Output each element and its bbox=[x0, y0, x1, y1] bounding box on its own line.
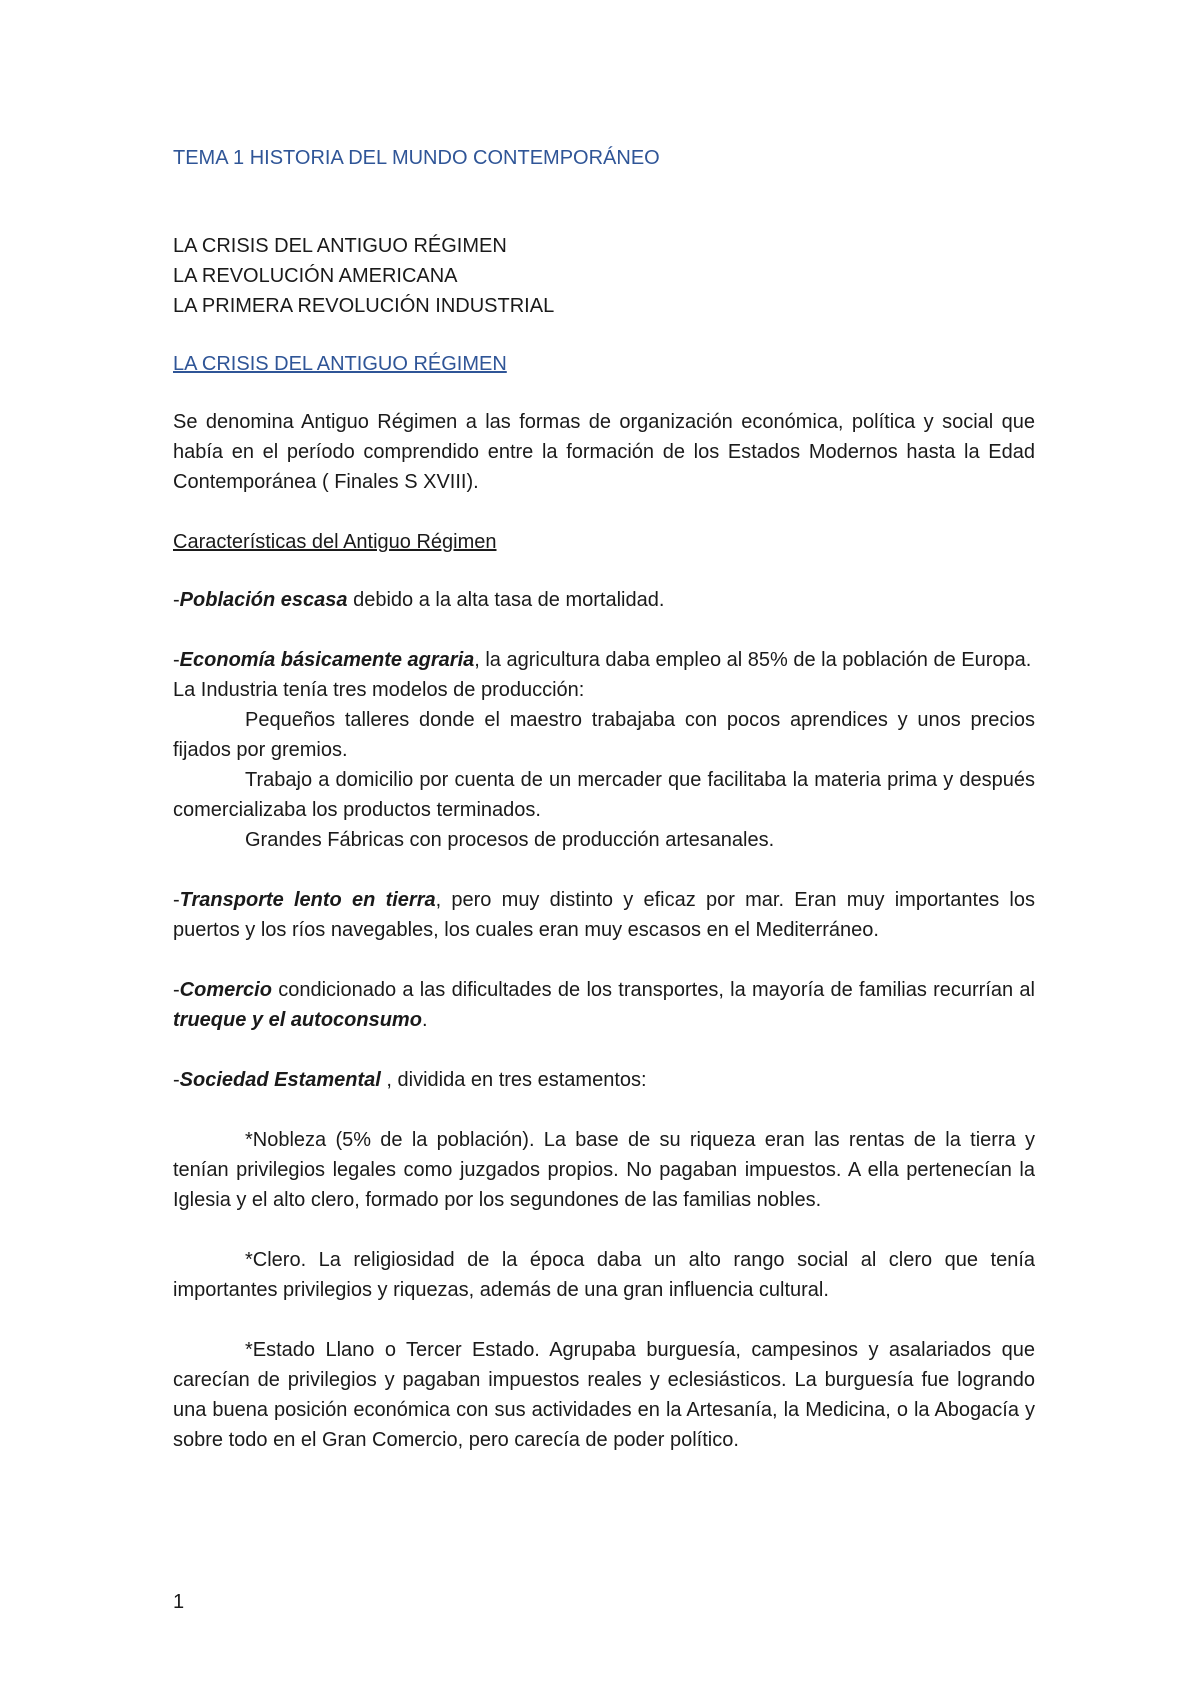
comercio-paragraph bbox=[173, 975, 1035, 1035]
dash: - bbox=[173, 979, 180, 1001]
comercio-term: Comercio bbox=[179, 979, 272, 1001]
topic-item: LA REVOLUCIÓN AMERICANA bbox=[173, 265, 458, 287]
topic-item: LA PRIMERA REVOLUCIÓN INDUSTRIAL bbox=[173, 295, 555, 317]
comercio-text: condicionado a las dificultades de los transportes, la mayoría de familias recurrían al bbox=[271, 979, 1035, 1001]
estamento-estado-llano: *Estado Llano o Tercer Estado. Agrupaba burguesía, campesinos y asalariados que carecían de privilegios y pagaban impuestos reales y eclesiásticos. La burguesía fue logrando una buena posición económica con sus actividades en la Artesanía, la Medicina, o la Abogacía y sobre todo en el Gran Comercio, pero carecía de poder político. bbox=[173, 1339, 1035, 1451]
poblacion-text: debido a la alta tasa de mortalidad. bbox=[347, 589, 665, 611]
estamento-clero: *Clero. La religiosidad de la época daba un alto rango social al clero que tenía importantes privilegios y riquezas, además de una gran influencia cultural. bbox=[173, 1249, 1035, 1301]
economia-term: Economía básicamente agraria bbox=[179, 649, 475, 671]
page-number: 1 bbox=[173, 1591, 185, 1613]
economia-text: , la agricultura daba empleo al 85% de la población de Europa. bbox=[474, 649, 1032, 671]
topics-list bbox=[173, 231, 1035, 321]
dash: - bbox=[173, 889, 180, 911]
dash: - bbox=[173, 649, 180, 671]
industria-model: Grandes Fábricas con procesos de producción artesanales. bbox=[245, 829, 775, 851]
transporte-term: Transporte lento en tierra bbox=[179, 889, 436, 911]
document-title: TEMA 1 HISTORIA DEL MUNDO CONTEMPORÁNEO bbox=[173, 147, 660, 169]
industria-model: Pequeños talleres donde el maestro trabajaba con pocos aprendices y unos precios fijados por gremios. bbox=[173, 709, 1035, 761]
sociedad-text: , dividida en tres estamentos: bbox=[380, 1069, 647, 1091]
section-heading: LA CRISIS DEL ANTIGUO RÉGIMEN bbox=[173, 353, 507, 375]
industria-intro: La Industria tenía tres modelos de producción: bbox=[173, 679, 585, 701]
intro-paragraph: Se denomina Antiguo Régimen a las formas de organización económica, política y social que había en el período comprendido entre la formación de los Estados Modernos hasta la Edad Contemporánea ( Finales S XVIII). bbox=[173, 411, 1035, 493]
industria-model: Trabajo a domicilio por cuenta de un mercader que facilitaba la materia prima y después comercializaba los productos terminados. bbox=[173, 769, 1035, 821]
poblacion-paragraph bbox=[173, 585, 1035, 615]
transporte-paragraph bbox=[173, 885, 1035, 945]
dash: - bbox=[173, 589, 180, 611]
transporte-text: , pero muy distinto y eficaz por mar. Eran muy importantes los puertos y los ríos navegables, los cuales eran muy escasos en el Mediterráneo. bbox=[173, 889, 1035, 941]
poblacion-term: Población escasa bbox=[179, 589, 348, 611]
comercio-term2: trueque y el autoconsumo bbox=[173, 1009, 422, 1031]
document-body bbox=[173, 143, 1035, 1455]
dash: - bbox=[173, 1069, 180, 1091]
topic-item: LA CRISIS DEL ANTIGUO RÉGIMEN bbox=[173, 235, 507, 257]
characteristics-heading: Características del Antiguo Régimen bbox=[173, 531, 497, 553]
sociedad-paragraph bbox=[173, 1065, 1035, 1095]
comercio-end: . bbox=[421, 1009, 428, 1031]
sociedad-term: Sociedad Estamental bbox=[179, 1069, 381, 1091]
estamento-nobleza: *Nobleza (5% de la población). La base de su riqueza eran las rentas de la tierra y tenían privilegios legales como juzgados propios. No pagaban impuestos. A ella pertenecían la Iglesia y el alto clero, formado por los segundones de las familias nobles. bbox=[173, 1129, 1035, 1211]
economia-paragraph bbox=[173, 645, 1035, 675]
